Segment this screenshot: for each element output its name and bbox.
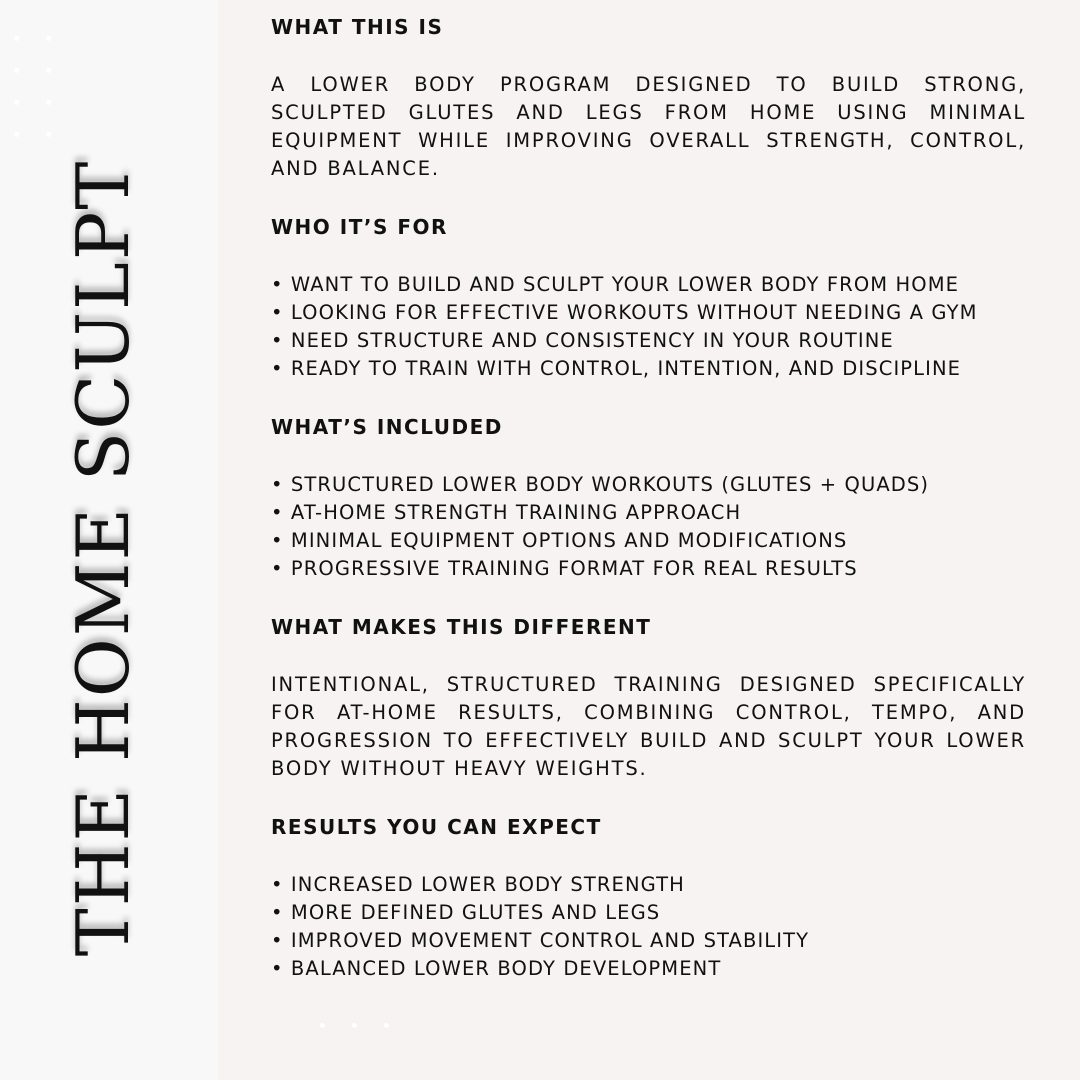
content-column [271, 13, 1026, 983]
section-heading: WHAT MAKES THIS DIFFERENT [271, 615, 652, 639]
list-item: • IMPROVED MOVEMENT CONTROL AND STABILITY [271, 927, 1026, 955]
section-what-makes-this-different [271, 613, 1026, 783]
list-item: • LOOKING FOR EFFECTIVE WORKOUTS WITHOUT NEEDING A GYM [271, 299, 1026, 327]
section-who-its-for [271, 213, 1026, 383]
list-item: • MORE DEFINED GLUTES AND LEGS [271, 899, 1026, 927]
decorative-dot [352, 1023, 357, 1028]
list-item: • BALANCED LOWER BODY DEVELOPMENT [271, 955, 1026, 983]
page-title: THE HOME SCULPT [61, 159, 145, 957]
decorative-dot [384, 1023, 389, 1028]
sidebar [0, 0, 218, 1080]
decorative-dot [46, 36, 51, 41]
bullet-list [271, 471, 1026, 583]
decorative-dot-grid [14, 36, 62, 144]
section-results-you-can-expect [271, 813, 1026, 983]
decorative-dot [46, 68, 51, 73]
section-heading: WHAT THIS IS [271, 15, 444, 39]
decorative-dot [14, 100, 19, 105]
decorative-dot [46, 100, 51, 105]
list-item: • MINIMAL EQUIPMENT OPTIONS AND MODIFICATIONS [271, 527, 1026, 555]
decorative-dot [14, 68, 19, 73]
list-item: • INCREASED LOWER BODY STRENGTH [271, 871, 1026, 899]
decorative-dot [46, 132, 51, 137]
decorative-dot [320, 1023, 325, 1028]
section-heading: WHO IT’S FOR [271, 215, 448, 239]
list-item: • AT-HOME STRENGTH TRAINING APPROACH [271, 499, 1026, 527]
bullet-list [271, 271, 1026, 383]
list-item: • PROGRESSIVE TRAINING FORMAT FOR REAL RESULTS [271, 555, 1026, 583]
decorative-dot [14, 36, 19, 41]
bullet-list [271, 871, 1026, 983]
decorative-dot [14, 132, 19, 137]
section-heading: WHAT’S INCLUDED [271, 415, 503, 439]
list-item: • NEED STRUCTURE AND CONSISTENCY IN YOUR ROUTINE [271, 327, 1026, 355]
section-what-this-is [271, 13, 1026, 183]
section-paragraph: INTENTIONAL, STRUCTURED TRAINING DESIGNED SPECIFICALLY FOR AT-HOME RESULTS, COMBINING CONTROL, TEMPO, AND PROGRESSION TO EFFECTIVELY BUILD AND SCULPT YOUR LOWER BODY WITHOUT HEAVY WEIGHTS. [271, 673, 1026, 780]
list-item: • READY TO TRAIN WITH CONTROL, INTENTION, AND DISCIPLINE [271, 355, 1026, 383]
decorative-dot-row [320, 1023, 389, 1028]
section-heading: RESULTS YOU CAN EXPECT [271, 815, 602, 839]
section-whats-included [271, 413, 1026, 583]
section-paragraph: A LOWER BODY PROGRAM DESIGNED TO BUILD STRONG, SCULPTED GLUTES AND LEGS FROM HOME USING MINIMAL EQUIPMENT WHILE IMPROVING OVERALL STRENGTH, CONTROL, AND BALANCE. [271, 73, 1026, 180]
list-item: • STRUCTURED LOWER BODY WORKOUTS (GLUTES + QUADS) [271, 471, 1026, 499]
list-item: • WANT TO BUILD AND SCULPT YOUR LOWER BODY FROM HOME [271, 271, 1026, 299]
